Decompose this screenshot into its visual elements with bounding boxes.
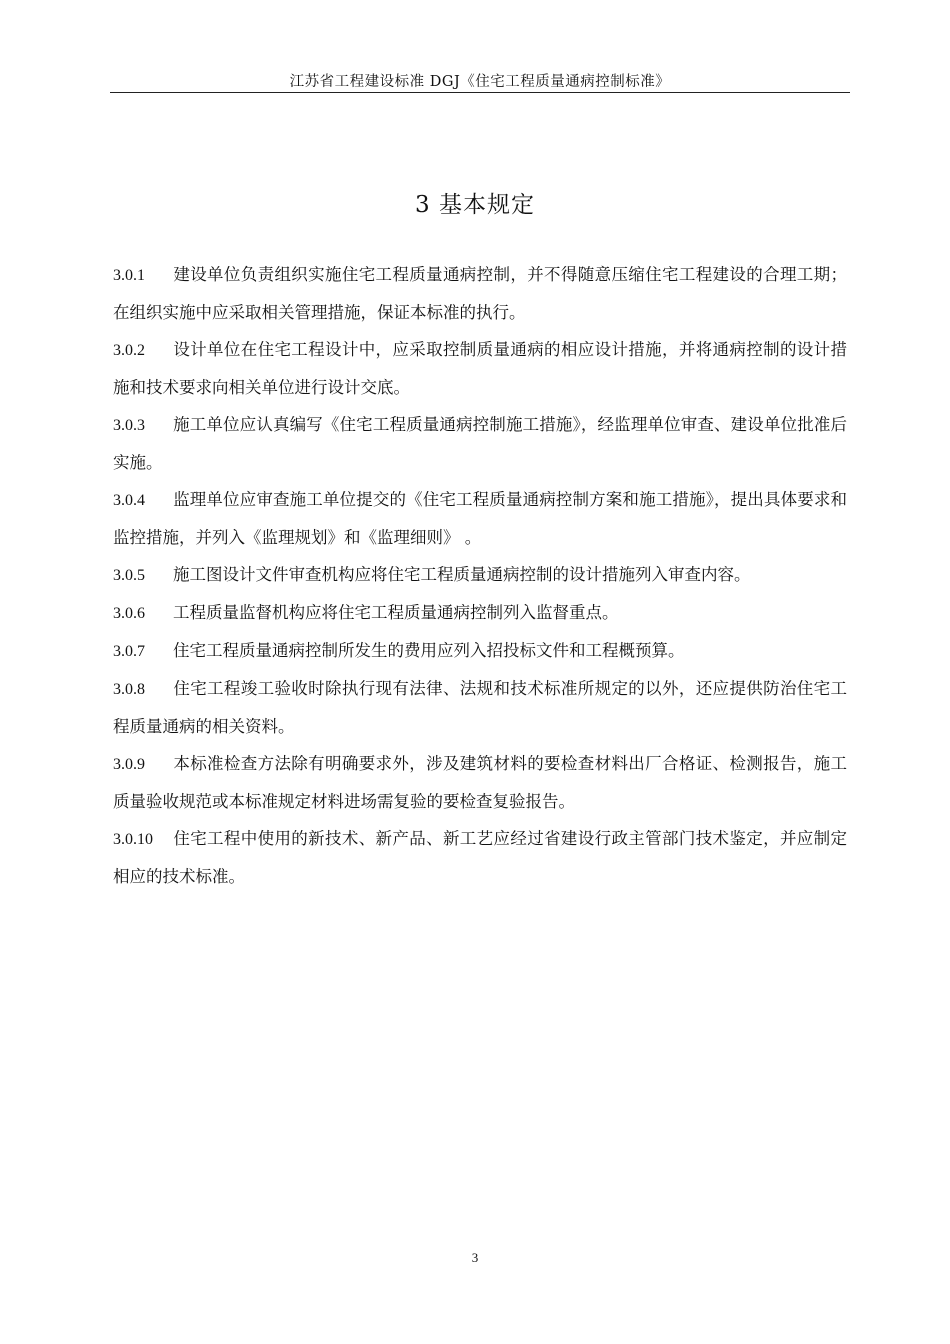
clause-3-0-6 bbox=[113, 594, 847, 632]
clause-3-0-9 bbox=[113, 745, 847, 820]
clause-number: 3.0.7 bbox=[113, 643, 145, 660]
clause-number: 3.0.1 bbox=[113, 267, 145, 284]
clause-number: 3.0.3 bbox=[113, 417, 145, 434]
clause-3-0-3 bbox=[113, 406, 847, 481]
page-number: 3 bbox=[471, 1250, 479, 1265]
clause-3-0-7 bbox=[113, 632, 847, 670]
section-title: 3 基本规定 bbox=[415, 192, 535, 218]
clause-3-0-10 bbox=[113, 820, 847, 895]
clause-text: 住宅工程质量通病控制所发生的费用应列入招投标文件和工程概预算。 bbox=[173, 641, 685, 660]
clause-number: 3.0.10 bbox=[113, 831, 153, 848]
clause-text: 施工单位应认真编写《住宅工程质量通病控制施工措施》，经监理单位审查、建设单位批准后实施。 bbox=[113, 415, 847, 472]
clause-text: 监理单位应审查施工单位提交的《住宅工程质量通病控制方案和施工措施》，提出具体要求和监控措施，并列入《监理规划》和《监理细则》 。 bbox=[113, 490, 847, 547]
clause-number: 3.0.8 bbox=[113, 681, 145, 698]
clause-list bbox=[113, 256, 847, 895]
clause-text: 住宅工程竣工验收时除执行现有法律、法规和技术标准所规定的以外，还应提供防治住宅工程质量通病的相关资料。 bbox=[113, 679, 847, 736]
clause-text: 设计单位在住宅工程设计中，应采取控制质量通病的相应设计措施，并将通病控制的设计措施和技术要求向相关单位进行设计交底。 bbox=[113, 340, 847, 397]
running-header: 江苏省工程建设标准 DGJ《住宅工程质量通病控制标准》 bbox=[289, 74, 671, 90]
clause-text: 建设单位负责组织实施住宅工程质量通病控制，并不得随意压缩住宅工程建设的合理工期；在组织实施中应采取相关管理措施，保证本标准的执行。 bbox=[113, 265, 847, 322]
clause-3-0-8 bbox=[113, 670, 847, 745]
clause-text: 施工图设计文件审查机构应将住宅工程质量通病控制的设计措施列入审查内容。 bbox=[173, 565, 751, 584]
clause-text: 住宅工程中使用的新技术、新产品、新工艺应经过省建设行政主管部门技术鉴定，并应制定相应的技术标准。 bbox=[113, 829, 847, 886]
clause-3-0-1 bbox=[113, 256, 847, 331]
clause-3-0-2 bbox=[113, 331, 847, 406]
header-divider bbox=[110, 92, 850, 93]
clause-number: 3.0.5 bbox=[113, 567, 145, 584]
clause-number: 3.0.2 bbox=[113, 342, 145, 359]
clause-3-0-4 bbox=[113, 481, 847, 556]
clause-number: 3.0.6 bbox=[113, 605, 145, 622]
clause-text: 工程质量监督机构应将住宅工程质量通病控制列入监督重点。 bbox=[173, 603, 619, 622]
clause-number: 3.0.9 bbox=[113, 756, 145, 773]
clause-text: 本标准检查方法除有明确要求外，涉及建筑材料的要检查材料出厂合格证、检测报告，施工质量验收规范或本标准规定材料进场需复验的要检查复验报告。 bbox=[113, 754, 847, 811]
clause-number: 3.0.4 bbox=[113, 492, 145, 509]
clause-3-0-5 bbox=[113, 556, 847, 594]
